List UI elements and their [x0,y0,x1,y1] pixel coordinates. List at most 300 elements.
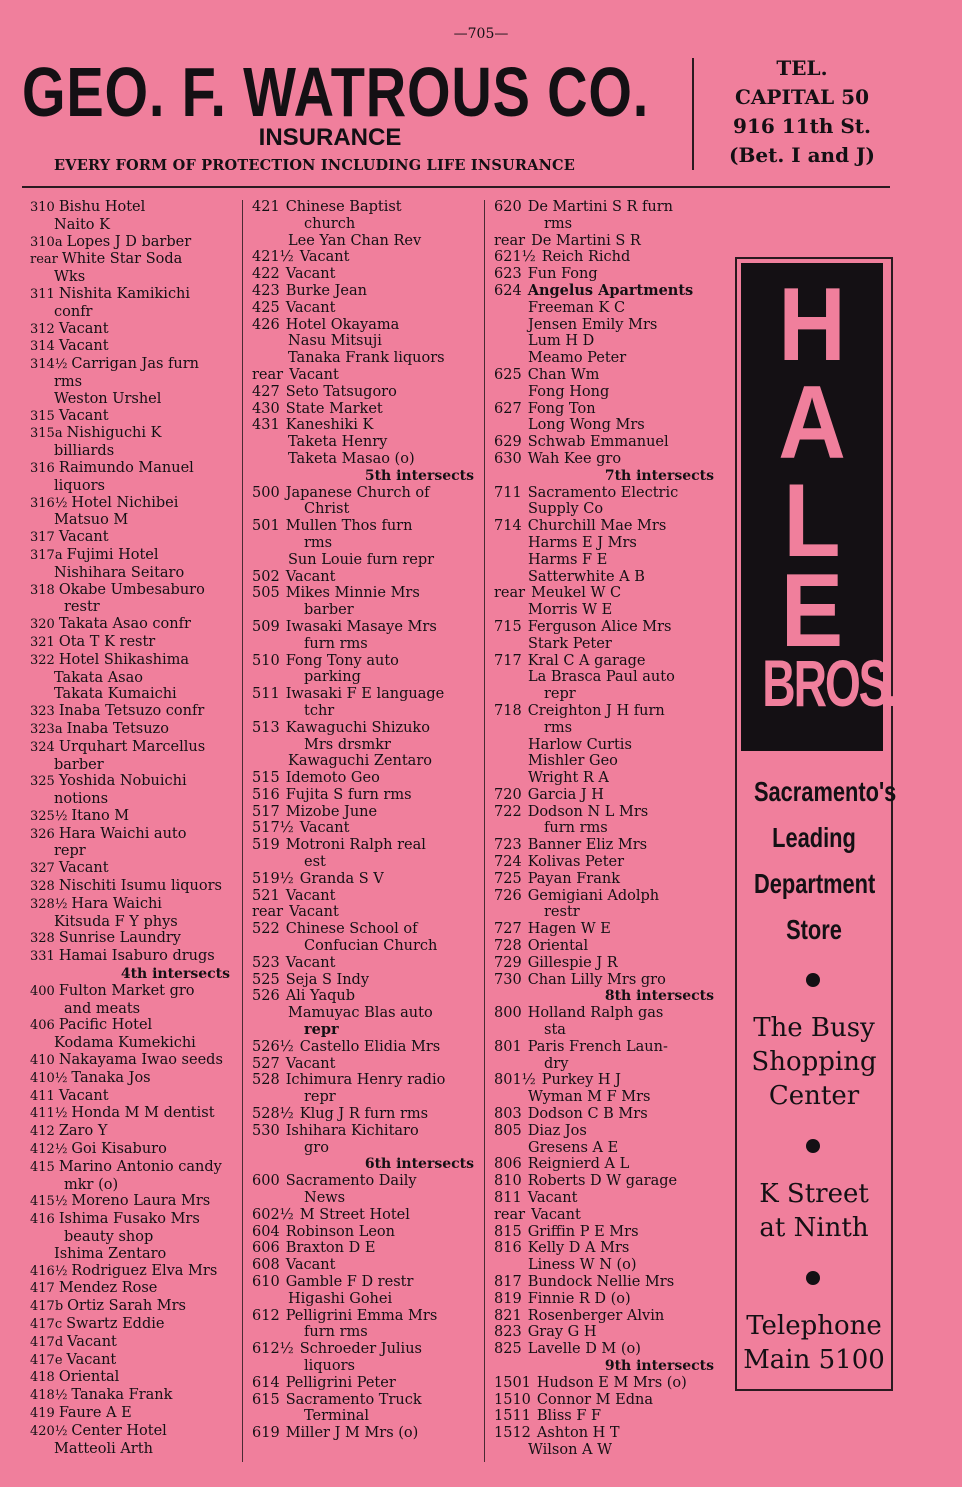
address-number: 422 [252,266,280,283]
address-number: 728 [494,938,522,955]
directory-subentry: Jensen Emily Mrs [528,316,658,333]
address-number: 723 [494,837,522,854]
directory-entry [252,317,480,334]
occupant-name: Meukel W C [531,585,622,602]
address-number: 526 [252,988,280,1005]
occupant-name: Seto Tatsugoro [285,383,397,400]
occupant-name: Vacant [289,366,339,383]
directory-entry [494,1039,720,1056]
occupant-name: Payan Frank [527,870,620,887]
ad-logo-panel [741,263,899,751]
directory-continuation: Confucian Church [304,938,438,955]
address-number: 823 [494,1324,522,1341]
occupant-name: Iwasaki F E language [285,686,445,703]
address-number: 528½ [252,1106,294,1123]
directory-entry [494,1173,720,1190]
occupant-name: Ashton H T [536,1425,620,1442]
address-number: 527 [252,1055,280,1072]
directory-continuation: est [304,854,326,871]
directory-entry [494,1190,720,1207]
occupant-name: Vacant [58,338,109,355]
address-number: 400 [30,983,55,999]
directory-entry [252,1425,480,1442]
address-number: 1510 [494,1391,531,1408]
address-number: 310a [30,234,63,250]
directory-entry [252,417,480,434]
directory-subentry: Morris W E [528,602,613,619]
occupant-name: Hara Waichi [71,895,162,912]
address-number: 505 [252,585,280,602]
occupant-name: Mullen Thos furn [285,518,413,535]
directory-continuation: repr [544,686,576,703]
contact-tel: TEL. [776,56,828,80]
directory-entry [252,888,480,905]
directory-entry [30,582,236,600]
directory-entry [494,888,720,905]
occupant-name: Kolivas Peter [527,854,625,871]
directory-subentry: Harms F E [528,551,608,568]
address-number: 621½ [494,249,536,266]
directory-continuation: furn rms [544,820,608,837]
address-number: 819 [494,1290,522,1307]
cross-street-heading: 9th intersects [604,1357,714,1374]
directory-subentry: Liness W N (o) [528,1257,637,1274]
occupant-name: Oriental [527,938,589,955]
occupant-name: State Market [285,400,383,417]
directory-subentry: repr [54,843,86,860]
occupant-name: Japanese Church of [285,484,430,501]
occupant-name: Braxton D E [285,1240,376,1257]
occupant-name: Rodriguez Elva Mrs [71,1262,218,1279]
ad-busy-2: Shopping [751,1047,877,1077]
address-number: rear [30,252,58,268]
occupant-name: Vacant [58,860,109,877]
ad-letter-l: L [783,463,841,579]
directory-entry [30,878,236,896]
directory-subentry: Ishima Zentaro [54,1245,167,1262]
occupant-name: Kaneshiki K [285,417,374,434]
cross-street-heading: 7th intersects [604,467,714,484]
address-number: 821 [494,1307,522,1324]
occupant-name: Vacant [285,299,336,316]
directory-continuation: Christ [304,501,350,518]
occupant-name: Vacant [285,568,336,585]
directory-subentry: Weston Urshel [54,390,162,407]
directory-entry [252,569,480,586]
address-number: 320 [30,617,55,633]
occupant-name: Miller J M Mrs (o) [285,1425,419,1442]
directory-entry [494,249,720,266]
directory-entry [252,988,480,1005]
occupant-name: Goi Kisaburo [71,1141,167,1158]
occupant-name: Vacant [285,1055,336,1072]
occupant-name: Hotel Okayama [285,316,400,333]
address-number: 410½ [30,1070,68,1086]
directory-entry [494,485,720,502]
directory-entry [494,585,720,602]
contact-address: 916 11th St. [733,114,871,138]
directory-subentry: Higashi Gohei [288,1290,393,1307]
occupant-name: Robinson Leon [285,1223,395,1240]
directory-entry [252,1039,480,1056]
occupant-name: Creighton J H furn [527,702,665,719]
column-divider [484,200,485,1462]
occupant-name: Oriental [58,1369,120,1386]
address-number: 525 [252,971,280,988]
directory-entry [252,518,480,535]
address-number: 417 [30,1281,55,1297]
address-number: 412 [30,1124,55,1140]
directory-continuation: repr [304,1089,336,1106]
directory-entry [30,1052,236,1070]
address-number: 806 [494,1156,522,1173]
address-number: 322 [30,652,55,668]
address-number: 1511 [494,1408,531,1425]
address-number: 318 [30,582,55,598]
ad-phone-2: Main 5100 [743,1345,885,1375]
address-number: 421½ [252,249,294,266]
address-number: 630 [494,450,522,467]
directory-entry [252,820,480,837]
address-number: 316½ [30,495,68,511]
directory-subentry: Lee Yan Chan Rev [288,232,422,249]
address-number: 315a [30,426,63,442]
address-number: 417b [30,1299,64,1315]
ad-phone-1: Telephone [746,1311,882,1341]
address-number: 501 [252,518,280,535]
directory-entry [494,199,720,216]
address-number: 816 [494,1240,522,1257]
directory-continuation: Mrs drsmkr [304,736,391,753]
directory-entry [252,653,480,670]
directory-continuation: News [304,1190,346,1207]
directory-continuation: beauty shop [64,1229,154,1246]
directory-subentry: Mamuyac Blas auto [288,1005,433,1022]
directory-entry [252,401,480,418]
address-number: 325½ [30,808,68,824]
address-number: 515 [252,770,280,787]
ad-slogan-1: Sacramento's [753,776,897,807]
address-number: 729 [494,954,522,971]
address-number: 619 [252,1425,280,1442]
address-number: 624 [494,282,522,299]
address-number: 730 [494,971,522,988]
occupant-name: Vacant [58,1087,109,1104]
address-number: 502 [252,568,280,585]
occupant-name: Fujimi Hotel [66,546,159,563]
directory-entry [494,703,720,720]
directory-entry [494,837,720,854]
address-number: 717 [494,652,522,669]
directory-subentry: Matteoli Arth [54,1440,153,1457]
occupant-name: M Street Hotel [299,1206,410,1223]
directory-subentry: confr [54,303,93,320]
address-number: 623 [494,266,522,283]
directory-continuation: Terminal [304,1408,370,1425]
occupant-name: Reignierd A L [527,1156,630,1173]
occupant-name: Tanaka Jos [71,1069,151,1086]
address-number: 604 [252,1223,280,1240]
address-number: 410 [30,1053,55,1069]
directory-subentry: Fong Hong [528,383,610,400]
address-number: rear [252,366,284,383]
directory-subentry: Takata Kumaichi [54,686,177,703]
occupant-name: Garcia J H [527,786,604,803]
occupant-name: Pelligrini Peter [285,1374,396,1391]
directory-entry [30,1105,236,1123]
occupant-name: Idemoto Geo [285,770,380,787]
occupant-name: Connor M Edna [536,1391,653,1408]
address-number: 801½ [494,1072,536,1089]
address-number: 312 [30,321,55,337]
occupant-name: Hotel Shikashima [58,651,190,668]
directory-entry [494,972,720,989]
address-number: 328 [30,879,55,895]
directory-subentry: Supply Co [528,501,604,518]
address-number: 614 [252,1374,280,1391]
directory-continuation: mkr (o) [64,1176,119,1193]
cross-street-heading: 5th intersects [364,467,474,484]
occupant-name: Vacant [58,529,109,546]
occupant-name: Zaro Y [58,1123,108,1140]
directory-entry [30,896,236,914]
occupant-name: Klug J R furn rms [299,1106,429,1123]
address-number: 426 [252,316,280,333]
occupant-name: Rosenberger Alvin [527,1307,665,1324]
occupant-name: Gray G H [527,1324,597,1341]
directory-entry [252,804,480,821]
address-number: 317 [30,530,55,546]
occupant-name: Marino Antonio candy [58,1158,222,1175]
address-number: 418½ [30,1388,68,1404]
occupant-name: Chan Wm [527,366,600,383]
occupant-name: Hagen W E [527,921,611,938]
occupant-name: Vacant [527,1190,578,1207]
directory-subentry: Naito K [54,216,110,233]
directory-entry [494,1207,720,1224]
address-number: 406 [30,1018,55,1034]
occupant-name: Carrigan Jas furn [71,356,200,373]
address-number: 724 [494,854,522,871]
directory-entry [30,1123,236,1141]
directory-entry [30,739,236,757]
directory-entry [30,425,236,443]
occupant-name: Ichimura Henry radio [285,1072,446,1089]
directory-subentry: Sun Louie furn repr [288,551,435,568]
occupant-name: Paris French Laun- [527,1038,668,1055]
occupant-name: Banner Eliz Mrs [527,837,648,854]
directory-entry [252,1240,480,1257]
directory-entry [30,1017,236,1035]
directory-entry [494,1308,720,1325]
directory-entry [494,804,720,821]
address-number: 625 [494,366,522,383]
address-number: 420½ [30,1423,68,1439]
ad-bros: BROS. [762,646,899,720]
occupant-name: Burke Jean [285,282,367,299]
address-number: 805 [494,1122,522,1139]
address-number: 412½ [30,1142,68,1158]
occupant-name: Bundock Nellie Mrs [527,1274,675,1290]
ad-letter-e: E [780,553,844,669]
directory-entry [494,1408,720,1425]
ad-bullet [806,973,820,987]
directory-continuation: gro [304,1139,329,1156]
occupant-name: De Martini S R furn [527,199,674,215]
directory-entry [252,1257,480,1274]
occupant-name: Vacant [299,820,350,837]
occupant-name: Ferguson Alice Mrs [527,618,672,635]
directory-entry [252,300,480,317]
directory-entry [494,1375,720,1392]
directory-entry [30,1316,236,1334]
occupant-name: Nischiti Isumu liquors [58,878,222,895]
directory-continuation: church [304,215,356,232]
occupant-name: White Star Soda [61,251,183,268]
directory-subentry: Wilson A W [528,1441,613,1458]
address-number: 627 [494,400,522,417]
directory-entry [30,930,236,948]
occupant-name: Ortiz Sarah Mrs [67,1298,186,1315]
directory-entry [252,871,480,888]
directory-entry [30,773,236,791]
directory-entry [252,199,480,216]
ad-slogan-4: Store [786,914,842,945]
directory-entry [494,871,720,888]
occupant-name: Vacant [285,887,336,904]
occupant-name: Vacant [299,249,350,266]
occupant-name: Granda S V [299,870,384,887]
directory-entry [494,854,720,871]
ad-letter-h: H [778,267,846,383]
directory-column-1 [30,199,236,1457]
address-number: 419 [30,1405,55,1421]
directory-entry [30,547,236,565]
occupant-name: Gemigiani Adolph [527,887,660,904]
address-number: 810 [494,1173,522,1190]
directory-entry [252,1274,480,1291]
directory-entry [494,1156,720,1173]
directory-continuation: furn rms [304,1324,368,1341]
directory-entry [494,518,720,535]
address-number: 326 [30,826,55,842]
address-number: 423 [252,282,280,299]
address-number: 430 [252,400,280,417]
directory-entry [30,616,236,634]
occupant-name: Nakayama Iwao seeds [58,1052,223,1069]
address-number: 510 [252,652,280,669]
address-number: 324 [30,739,55,755]
address-number: 321 [30,634,55,650]
occupant-name: Inaba Tetsuzo [66,720,169,737]
occupant-name: Vacant [531,1206,581,1223]
tagline: EVERY FORM OF PROTECTION INCLUDING LIFE INSURANCE [54,157,576,174]
address-number: 421 [252,199,280,215]
directory-entry [30,199,236,217]
address-number: 800 [494,1005,522,1022]
directory-continuation: sta [544,1022,566,1039]
directory-subentry: Kodama Kumekichi [54,1035,196,1052]
address-number: 711 [494,484,522,501]
occupant-name: Sacramento Electric [527,484,679,501]
occupant-name: Vacant [285,266,336,283]
directory-entry [252,1106,480,1123]
directory-entry [252,1308,480,1325]
occupant-name: Inaba Tetsuzo confr [58,703,205,720]
directory-entry [494,619,720,636]
directory-entry [252,619,480,636]
address-number: 811 [494,1190,522,1207]
directory-subentry: Kitsuda F Y phys [54,913,178,930]
directory-continuation: rms [544,215,573,232]
address-number: 325 [30,774,55,790]
directory-entry [252,585,480,602]
directory-subentry: Lum H D [528,333,595,350]
occupant-name: Takata Asao confr [58,616,191,633]
address-number: 530 [252,1122,280,1139]
directory-entry [494,1291,720,1308]
directory-entry [252,904,480,921]
directory-entry [30,1298,236,1316]
ad-bullet [806,1139,820,1153]
occupant-name: Iwasaki Masaye Mrs [285,618,437,635]
address-number: 323a [30,721,63,737]
directory-entry [494,1106,720,1123]
address-number: 416½ [30,1263,68,1279]
occupant-name: Finnie R D (o) [527,1290,631,1307]
occupant-name: Purkey H J [541,1072,621,1089]
directory-entry [494,233,720,250]
occupant-name: Lopes J D barber [66,233,192,250]
occupant-name: Sacramento Truck [285,1391,422,1408]
occupant-name: Fulton Market gro [58,982,195,999]
occupant-name: Vacant [58,320,109,337]
address-number: 523 [252,954,280,971]
occupant-name: Reich Richd [541,249,631,266]
address-number: 500 [252,484,280,501]
address-number: 606 [252,1240,280,1257]
directory-entry [252,283,480,300]
directory-entry [494,1341,720,1358]
occupant-name: Chan Lilly Mrs gro [527,971,666,988]
directory-subentry: Taketa Henry [288,434,388,451]
directory-subentry: rms [54,373,83,390]
directory-entry [30,1369,236,1387]
directory-entry [30,321,236,339]
directory-subentry: Harlow Curtis [528,736,632,753]
occupant-name: Sacramento Daily [285,1173,417,1190]
directory-subentry: Kawaguchi Zentaro [288,753,432,770]
directory-entry [252,720,480,737]
directory-subentry: Matsuo M [54,512,129,529]
directory-entry [30,826,236,844]
directory-entry [252,1123,480,1140]
address-number: 528 [252,1072,280,1089]
directory-entry [252,485,480,502]
directory-subentry: Tanaka Frank liquors [288,350,445,367]
directory-entry [30,1159,236,1177]
directory-entry [252,972,480,989]
address-number: 714 [494,518,522,535]
directory-subentry: billiards [54,443,115,460]
directory-subentry: Satterwhite A B [528,568,645,585]
address-number: 425 [252,299,280,316]
directory-subentry: Nishihara Seitaro [54,564,185,581]
contact-phone: CAPITAL 50 [735,85,869,109]
directory-subentry: Takata Asao [54,669,143,686]
directory-entry [494,1240,720,1257]
address-number: 331 [30,949,55,965]
